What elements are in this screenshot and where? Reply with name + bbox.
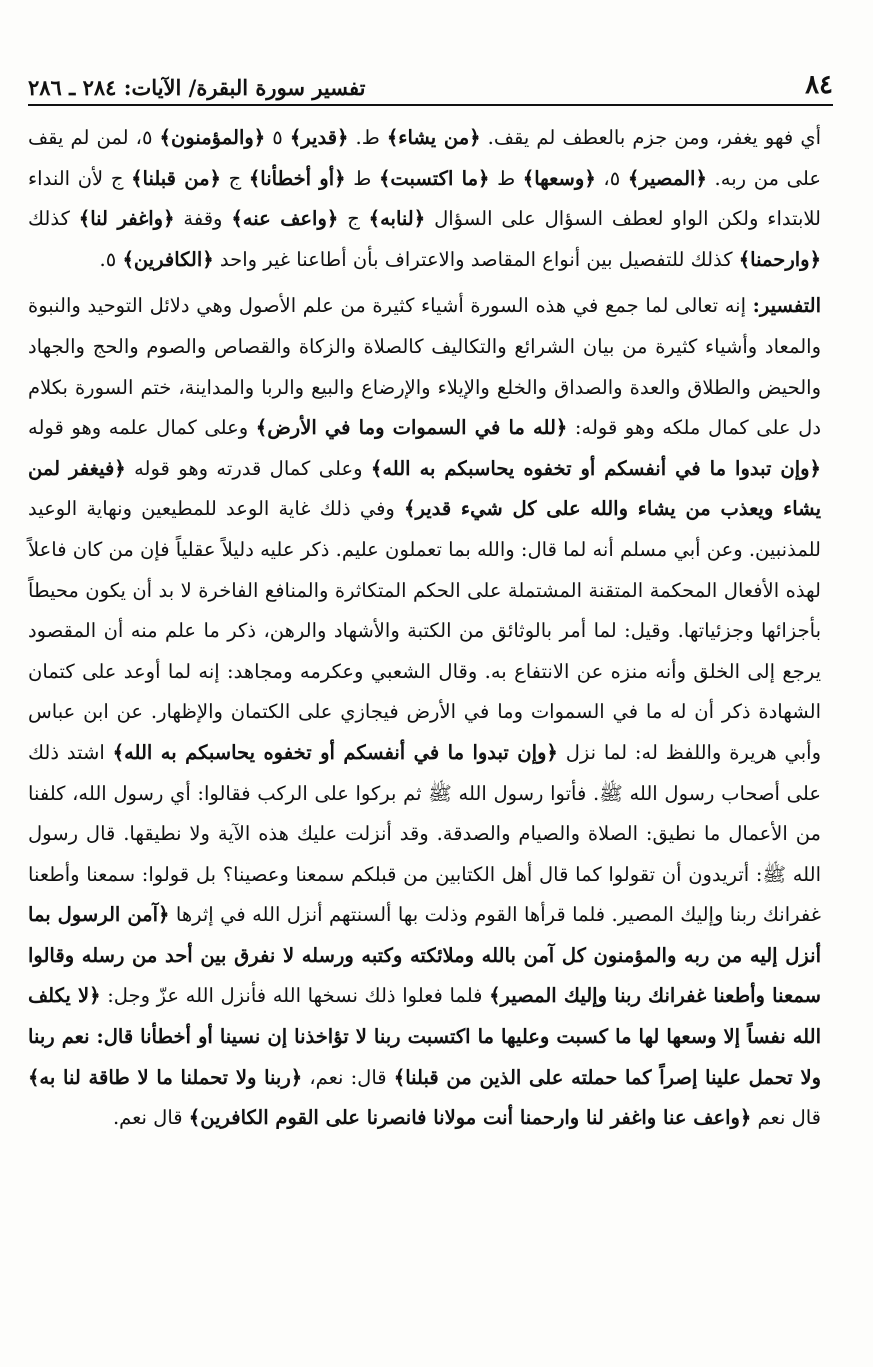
- page-number: ٨٤: [805, 70, 833, 100]
- quranic-quote: ﴿قدير﴾: [289, 126, 349, 149]
- quranic-quote: ﴿واغفر لنا﴾: [78, 207, 175, 231]
- quranic-quote: ﴿لنابه﴾: [368, 207, 426, 231]
- text-run: اشتد ذلك على أصحاب رسول الله ﷺ. فأتوا رسول الله ﷺ ثم بركوا على الركب فقالوا: أي رسول الله، كلفنا من الأعمال ما نطيق: الصلاة والصيام والصدقة. وقد أنزلت عليك هذه الآية ولا نطيقها. قال رسول الله ﷺ: أتريدون أن تقولوا كما قال أهل الكتابين من قبلكم سمعنا وعصينا؟ بل قولوا: سمعنا وأطعنا غفرانك ربنا وإليك المصير. فلما قرأها القوم وذلت بها ألسنتهم أنزل الله في إثرها: [28, 740, 821, 927]
- text-run: فلما فعلوا ذلك نسخها الله فأنزل الله عزّ وجل:: [100, 984, 490, 1008]
- quranic-quote: ﴿من قبلنا﴾: [131, 166, 221, 190]
- quranic-quote: ﴿المصير﴾: [627, 166, 707, 190]
- text-run: ٥، لمن لم يقف على من ربه.: [28, 126, 821, 190]
- tafsir-paragraph: [28, 286, 821, 1138]
- quranic-quote: ﴿لا يكلف الله نفساً إلا وسعها لها ما كسبت وعليها ما اكتسبت ربنا لا تؤاخذنا إن نسينا أو أخطأنا قال: نعم ربنا ولا تحمل علينا إصراً كما حملته على الذين من قبلنا﴾: [28, 984, 822, 1089]
- text-run: قال نعم: [751, 1106, 821, 1130]
- text-run: قال نعم.: [112, 1106, 189, 1130]
- text-run: ج: [220, 166, 249, 190]
- text-run: وعلى كمال علمه وهو قوله: [28, 416, 256, 440]
- quranic-quote: ﴿وسعها﴾: [522, 166, 596, 190]
- quranic-quote: ﴿وارحمنا﴾: [738, 247, 821, 271]
- quranic-quote: ﴿لله ما في السموات وما في الأرض﴾: [255, 416, 568, 440]
- text-run: وفي ذلك غاية الوعد للمطيعين ونهاية الوعيد للمذنبين. وعن أبي مسلم أنه لما قال: والله بما تعملون عليم. ذكر عليه دليلاً عقلياً فإن من كان فاعلاً لهذه الأفعال المحكمة المتقنة المشتملة على الحكم المتكاثرة والمنافع الفاخرة لا بد أن يكون محيطاً بأجزائها وجزئياتها. وقيل: لما أمر بالوثائق من الكتبة والأشهاد والرهن، ذكر ما علم منه أن المقصود يرجع إلى الخلق وأنه منزه عن الانتفاع به. وقال الشعبي وعكرمه ومجاهد: إنه لما أوعد على كتمان الشهادة ذكر أن له ما في السموات وما في الأرض فيجازي على الكتمان والإظهار. عن ابن عباس وأبي هريرة واللفظ له: لما نزل: [28, 497, 822, 764]
- text-run: كذلك للتفصيل بين أنواع المقاصد والاعتراف بأن أطاعنا غير واحد: [213, 247, 739, 271]
- quranic-quote: ﴿والمؤمنون﴾: [159, 126, 266, 149]
- quranic-quote: ﴿واعف عنه﴾: [231, 207, 339, 231]
- quranic-quote: ﴿وإن تبدوا ما في أنفسكم أو تخفوه يحاسبكم به الله﴾: [112, 740, 558, 764]
- text-run: وقفة: [174, 207, 232, 231]
- body-text: [28, 118, 821, 1139]
- running-title: تفسير سورة البقرة/ الآيات: ٢٨٤ ـ ٢٨٦: [28, 75, 366, 100]
- text-run: إنه تعالى لما جمع في هذه السورة أشياء كثيرة من علم الأصول وهي دلائل التوحيد والنبوة والمعاد وأشياء كثيرة من بيان الشرائع والتكاليف كالصلاة والزكاة والقصاص والصوم والحج والجهاد والحيض والطلاق والعدة والصداق والخلع والإيلاء والإرضاع والبيع والربا والمداينة، ختم السورة بكلام دل على كمال ملكه وهو قوله:: [28, 294, 821, 440]
- quranic-quote: ﴿من يشاء﴾: [386, 126, 481, 149]
- quranic-quote: ﴿واعف عنا واغفر لنا وارحمنا أنت مولانا فانصرنا على القوم الكافرين﴾: [188, 1106, 752, 1130]
- text-run: ٥.: [99, 247, 123, 271]
- waqf-paragraph: [28, 118, 821, 280]
- quranic-quote: ﴿الكافرين﴾: [122, 247, 214, 271]
- text-run: كذلك: [28, 207, 79, 231]
- text-run: ط: [345, 166, 379, 190]
- quranic-quote: ﴿ربنا ولا تحملنا ما لا طاقة لنا به﴾: [28, 1065, 303, 1089]
- tafsir-label: التفسير:: [752, 294, 821, 318]
- quranic-quote: ﴿ما اكتسبت﴾: [378, 166, 490, 190]
- text-run: ط.: [348, 126, 387, 149]
- text-run: ج لأن النداء للابتداء ولكن الواو لعطف السؤال على السؤال: [28, 166, 821, 231]
- text-run: أي فهو يغفر، ومن جزم بالعطف لم يقف.: [480, 126, 822, 149]
- text-run: ط: [489, 166, 523, 190]
- quranic-quote: ﴿فيغفر لمن يشاء ويعذب من يشاء والله على كل شيء قدير﴾: [28, 456, 822, 521]
- quranic-quote: ﴿أو أخطأنا﴾: [248, 166, 346, 190]
- quranic-quote: ﴿آمن الرسول بما أنزل إليه من ربه والمؤمنون كل آمن بالله وملائكته وكتبه ورسله لا نفرق بين أحد من رسله وقالوا سمعنا وأطعنا غفرانك ربنا وإليك المصير﴾: [28, 903, 821, 1008]
- page-header: [28, 58, 833, 106]
- text-run: ٥: [265, 126, 290, 149]
- quranic-quote: ﴿وإن تبدوا ما في أنفسكم أو تخفوه يحاسبكم به الله﴾: [370, 456, 821, 480]
- text-run: وعلى كمال قدرته وهو قوله: [125, 456, 371, 480]
- text-run: قال: نعم،: [302, 1065, 394, 1089]
- text-run: ج: [338, 207, 369, 231]
- text-run: ٥،: [595, 166, 628, 190]
